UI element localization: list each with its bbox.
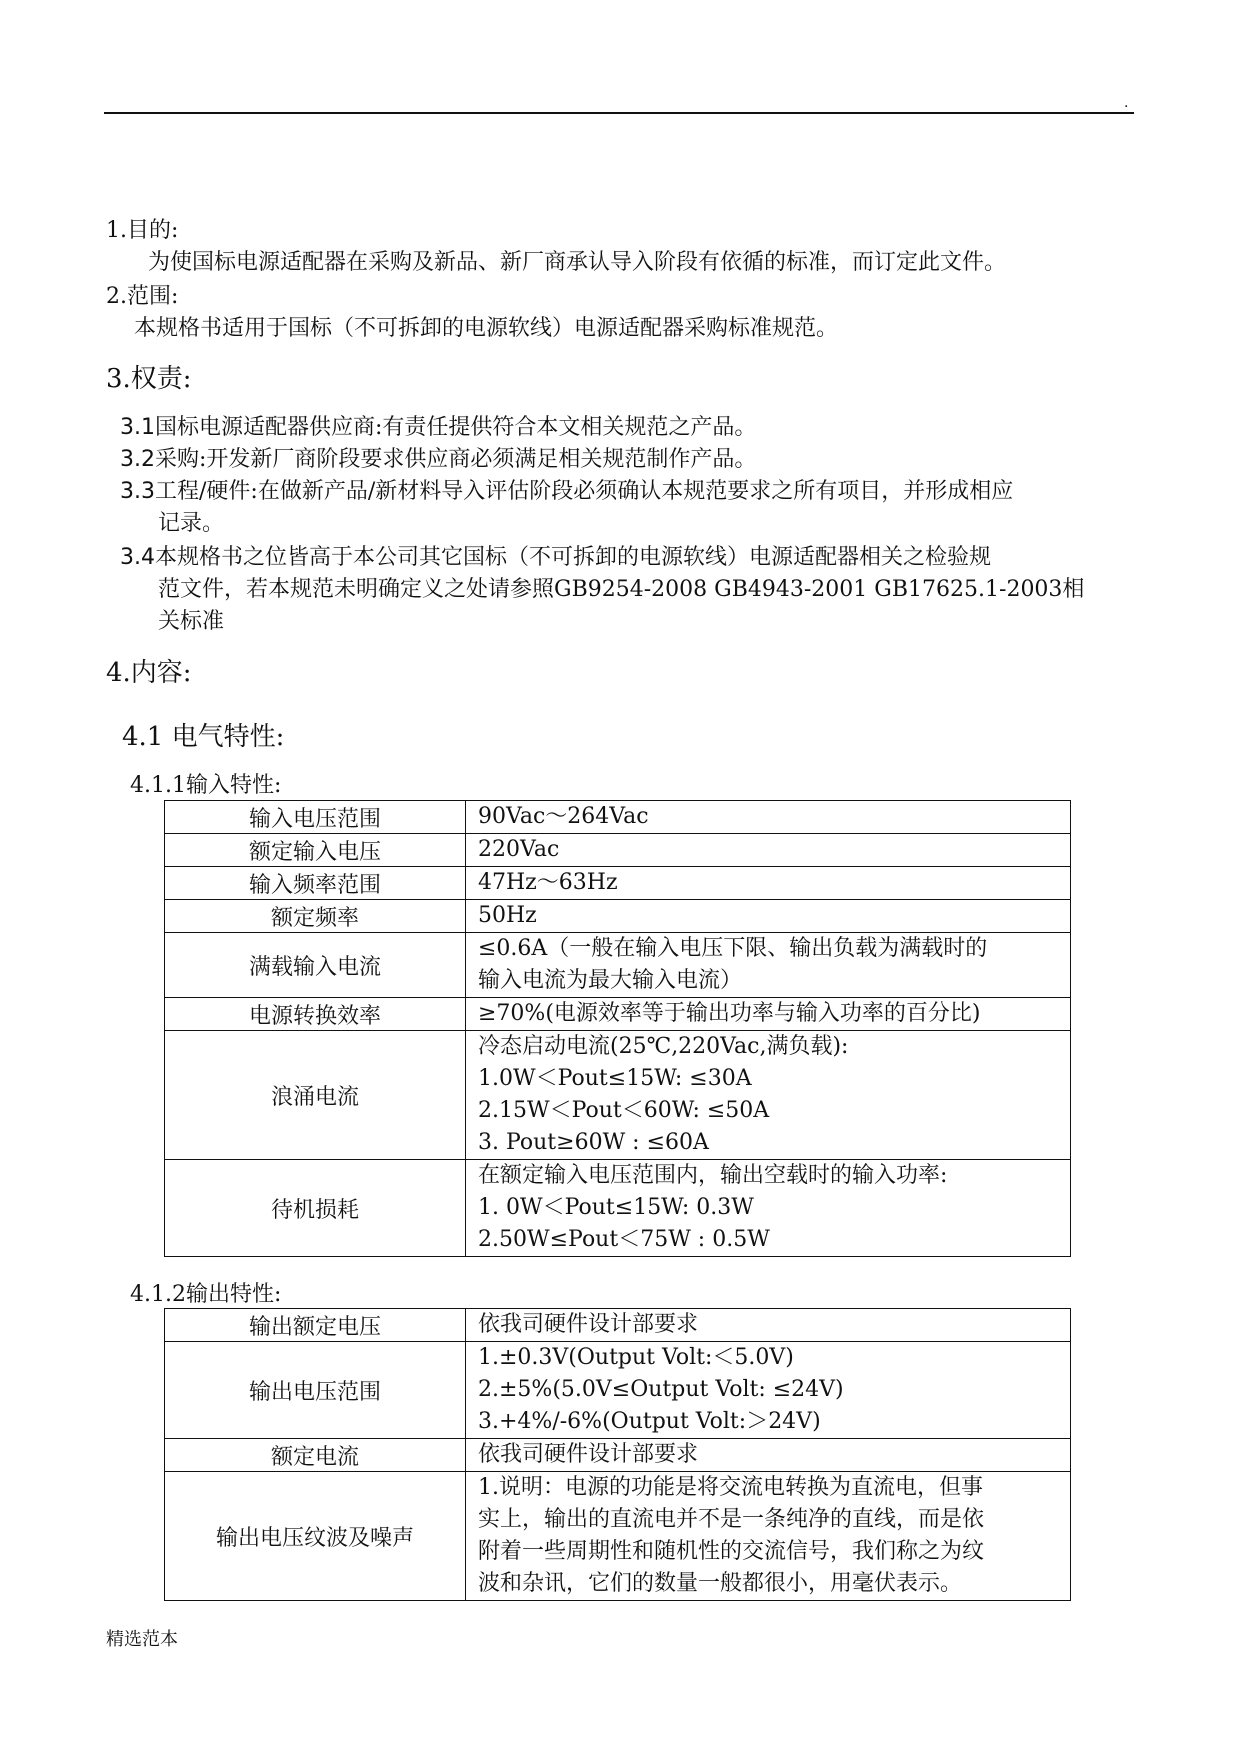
row-label: 输出电压范围 bbox=[165, 1342, 466, 1439]
table-row bbox=[165, 867, 1071, 900]
row-value bbox=[466, 801, 1071, 834]
row-value bbox=[466, 1160, 1071, 1257]
value-line: 附着一些周期性和随机性的交流信号，我们称之为纹 bbox=[478, 1539, 985, 1564]
table-row bbox=[165, 1472, 1071, 1601]
footer-text: 精选范本 bbox=[106, 1629, 178, 1650]
row-value bbox=[466, 1342, 1071, 1439]
resp-number: 3.4 bbox=[120, 545, 155, 570]
value-line: 2.±5%(5.0V≤Output Volt: ≤24V) bbox=[478, 1377, 844, 1402]
table-row bbox=[165, 1309, 1071, 1342]
table-row bbox=[165, 801, 1071, 834]
row-label: 额定输入电压 bbox=[165, 834, 466, 867]
value-line: 3.+4%/-6%(Output Volt:＞24V) bbox=[478, 1409, 821, 1434]
output-spec-table bbox=[164, 1308, 1071, 1601]
row-value bbox=[466, 1031, 1071, 1160]
row-label: 输入频率范围 bbox=[165, 867, 466, 900]
value-line: 90Vac～264Vac bbox=[478, 804, 649, 829]
row-label: 额定电流 bbox=[165, 1439, 466, 1472]
row-value bbox=[466, 1309, 1071, 1342]
header-mark: . bbox=[1124, 95, 1129, 111]
resp-line: 范文件，若本规范未明确定义之处请参照GB9254-2008 GB4943-2001 GB17625.1-2003相 bbox=[158, 577, 1085, 602]
value-line: 在额定输入电压范围内，输出空载时的输入功率: bbox=[478, 1163, 948, 1188]
table-row bbox=[165, 933, 1071, 998]
resp-line: 关标准 bbox=[158, 609, 225, 634]
row-value bbox=[466, 1472, 1071, 1601]
section-output-title: 4.1.2输出特性: bbox=[130, 1282, 282, 1307]
resp-line: 本规格书之位皆高于本公司其它国标（不可拆卸的电源软线）电源适配器相关之检验规 bbox=[155, 545, 992, 570]
row-value bbox=[466, 998, 1071, 1031]
value-line: 实上，输出的直流电并不是一条纯净的直线，而是依 bbox=[478, 1507, 985, 1532]
row-label: 电源转换效率 bbox=[165, 998, 466, 1031]
resp-number: 3.3 bbox=[120, 479, 155, 504]
row-value bbox=[466, 834, 1071, 867]
resp-number: 3.1 bbox=[120, 415, 155, 440]
row-label: 满载输入电流 bbox=[165, 933, 466, 998]
value-line: 47Hz～63Hz bbox=[478, 870, 618, 895]
row-value bbox=[466, 1439, 1071, 1472]
table-row bbox=[165, 900, 1071, 933]
row-label: 输入电压范围 bbox=[165, 801, 466, 834]
value-line: 1.0W＜Pout≤15W: ≤30A bbox=[478, 1066, 752, 1091]
section-scope-title: 2.范围: bbox=[106, 284, 179, 309]
table-row bbox=[165, 1160, 1071, 1257]
value-line: 波和杂讯，它们的数量一般都很小，用毫伏表示。 bbox=[478, 1571, 963, 1596]
resp-line: 工程/硬件:在做新产品/新材料导入评估阶段必须确认本规范要求之所有项目，并形成相应 bbox=[155, 479, 1014, 504]
table-row bbox=[165, 834, 1071, 867]
section-content-title: 4.内容: bbox=[106, 658, 192, 688]
resp-line: 国标电源适配器供应商:有责任提供符合本文相关规范之产品。 bbox=[155, 415, 757, 440]
value-line: 1.说明：电源的功能是将交流电转换为直流电，但事 bbox=[478, 1475, 983, 1500]
value-line: ≥70%(电源效率等于输出功率与输入功率的百分比) bbox=[478, 1001, 981, 1026]
resp-item-3-1 bbox=[120, 413, 756, 443]
resp-item-3-4 bbox=[120, 543, 991, 573]
row-label: 输出额定电压 bbox=[165, 1309, 466, 1342]
row-label: 浪涌电流 bbox=[165, 1031, 466, 1160]
table-row bbox=[165, 1439, 1071, 1472]
value-line: 3. Pout≥60W : ≤60A bbox=[478, 1130, 709, 1155]
table-row bbox=[165, 998, 1071, 1031]
resp-item-3-2 bbox=[120, 445, 756, 475]
value-line: 依我司硬件设计部要求 bbox=[478, 1312, 699, 1337]
resp-line: 采购:开发新厂商阶段要求供应商必须满足相关规范制作产品。 bbox=[155, 447, 757, 472]
section-purpose-text: 为使国标电源适配器在采购及新品、新厂商承认导入阶段有依循的标准，而订定此文件。 bbox=[148, 250, 1007, 275]
row-label: 输出电压纹波及噪声 bbox=[165, 1472, 466, 1601]
value-line: 冷态启动电流(25℃,220Vac,满负载): bbox=[478, 1034, 849, 1059]
row-value bbox=[466, 933, 1071, 998]
value-line: 依我司硬件设计部要求 bbox=[478, 1442, 699, 1467]
value-line: 输入电流为最大输入电流） bbox=[478, 968, 743, 993]
resp-line: 记录。 bbox=[158, 511, 225, 536]
value-line: 1.±0.3V(Output Volt:＜5.0V) bbox=[478, 1345, 794, 1370]
section-responsibility-title: 3.权责: bbox=[106, 364, 192, 394]
row-value bbox=[466, 867, 1071, 900]
section-electrical-title: 4.1 电气特性: bbox=[122, 722, 285, 752]
section-scope-text: 本规格书适用于国标（不可拆卸的电源软线）电源适配器采购标准规范。 bbox=[134, 316, 839, 341]
resp-number: 3.2 bbox=[120, 447, 155, 472]
section-input-title: 4.1.1输入特性: bbox=[130, 773, 282, 798]
input-spec-table bbox=[164, 800, 1071, 1257]
value-line: 2.50W≤Pout＜75W : 0.5W bbox=[478, 1227, 770, 1252]
value-line: ≤0.6A（一般在输入电压下限、输出负载为满载时的 bbox=[478, 936, 988, 961]
resp-item-3-3 bbox=[120, 477, 1013, 507]
row-label: 待机损耗 bbox=[165, 1160, 466, 1257]
table-row bbox=[165, 1031, 1071, 1160]
section-purpose-title: 1.目的: bbox=[106, 218, 179, 243]
row-value bbox=[466, 900, 1071, 933]
value-line: 220Vac bbox=[478, 837, 560, 862]
header-rule bbox=[104, 112, 1134, 114]
table-row bbox=[165, 1342, 1071, 1439]
value-line: 1. 0W＜Pout≤15W: 0.3W bbox=[478, 1195, 754, 1220]
value-line: 2.15W＜Pout＜60W: ≤50A bbox=[478, 1098, 770, 1123]
row-label: 额定频率 bbox=[165, 900, 466, 933]
value-line: 50Hz bbox=[478, 903, 537, 928]
